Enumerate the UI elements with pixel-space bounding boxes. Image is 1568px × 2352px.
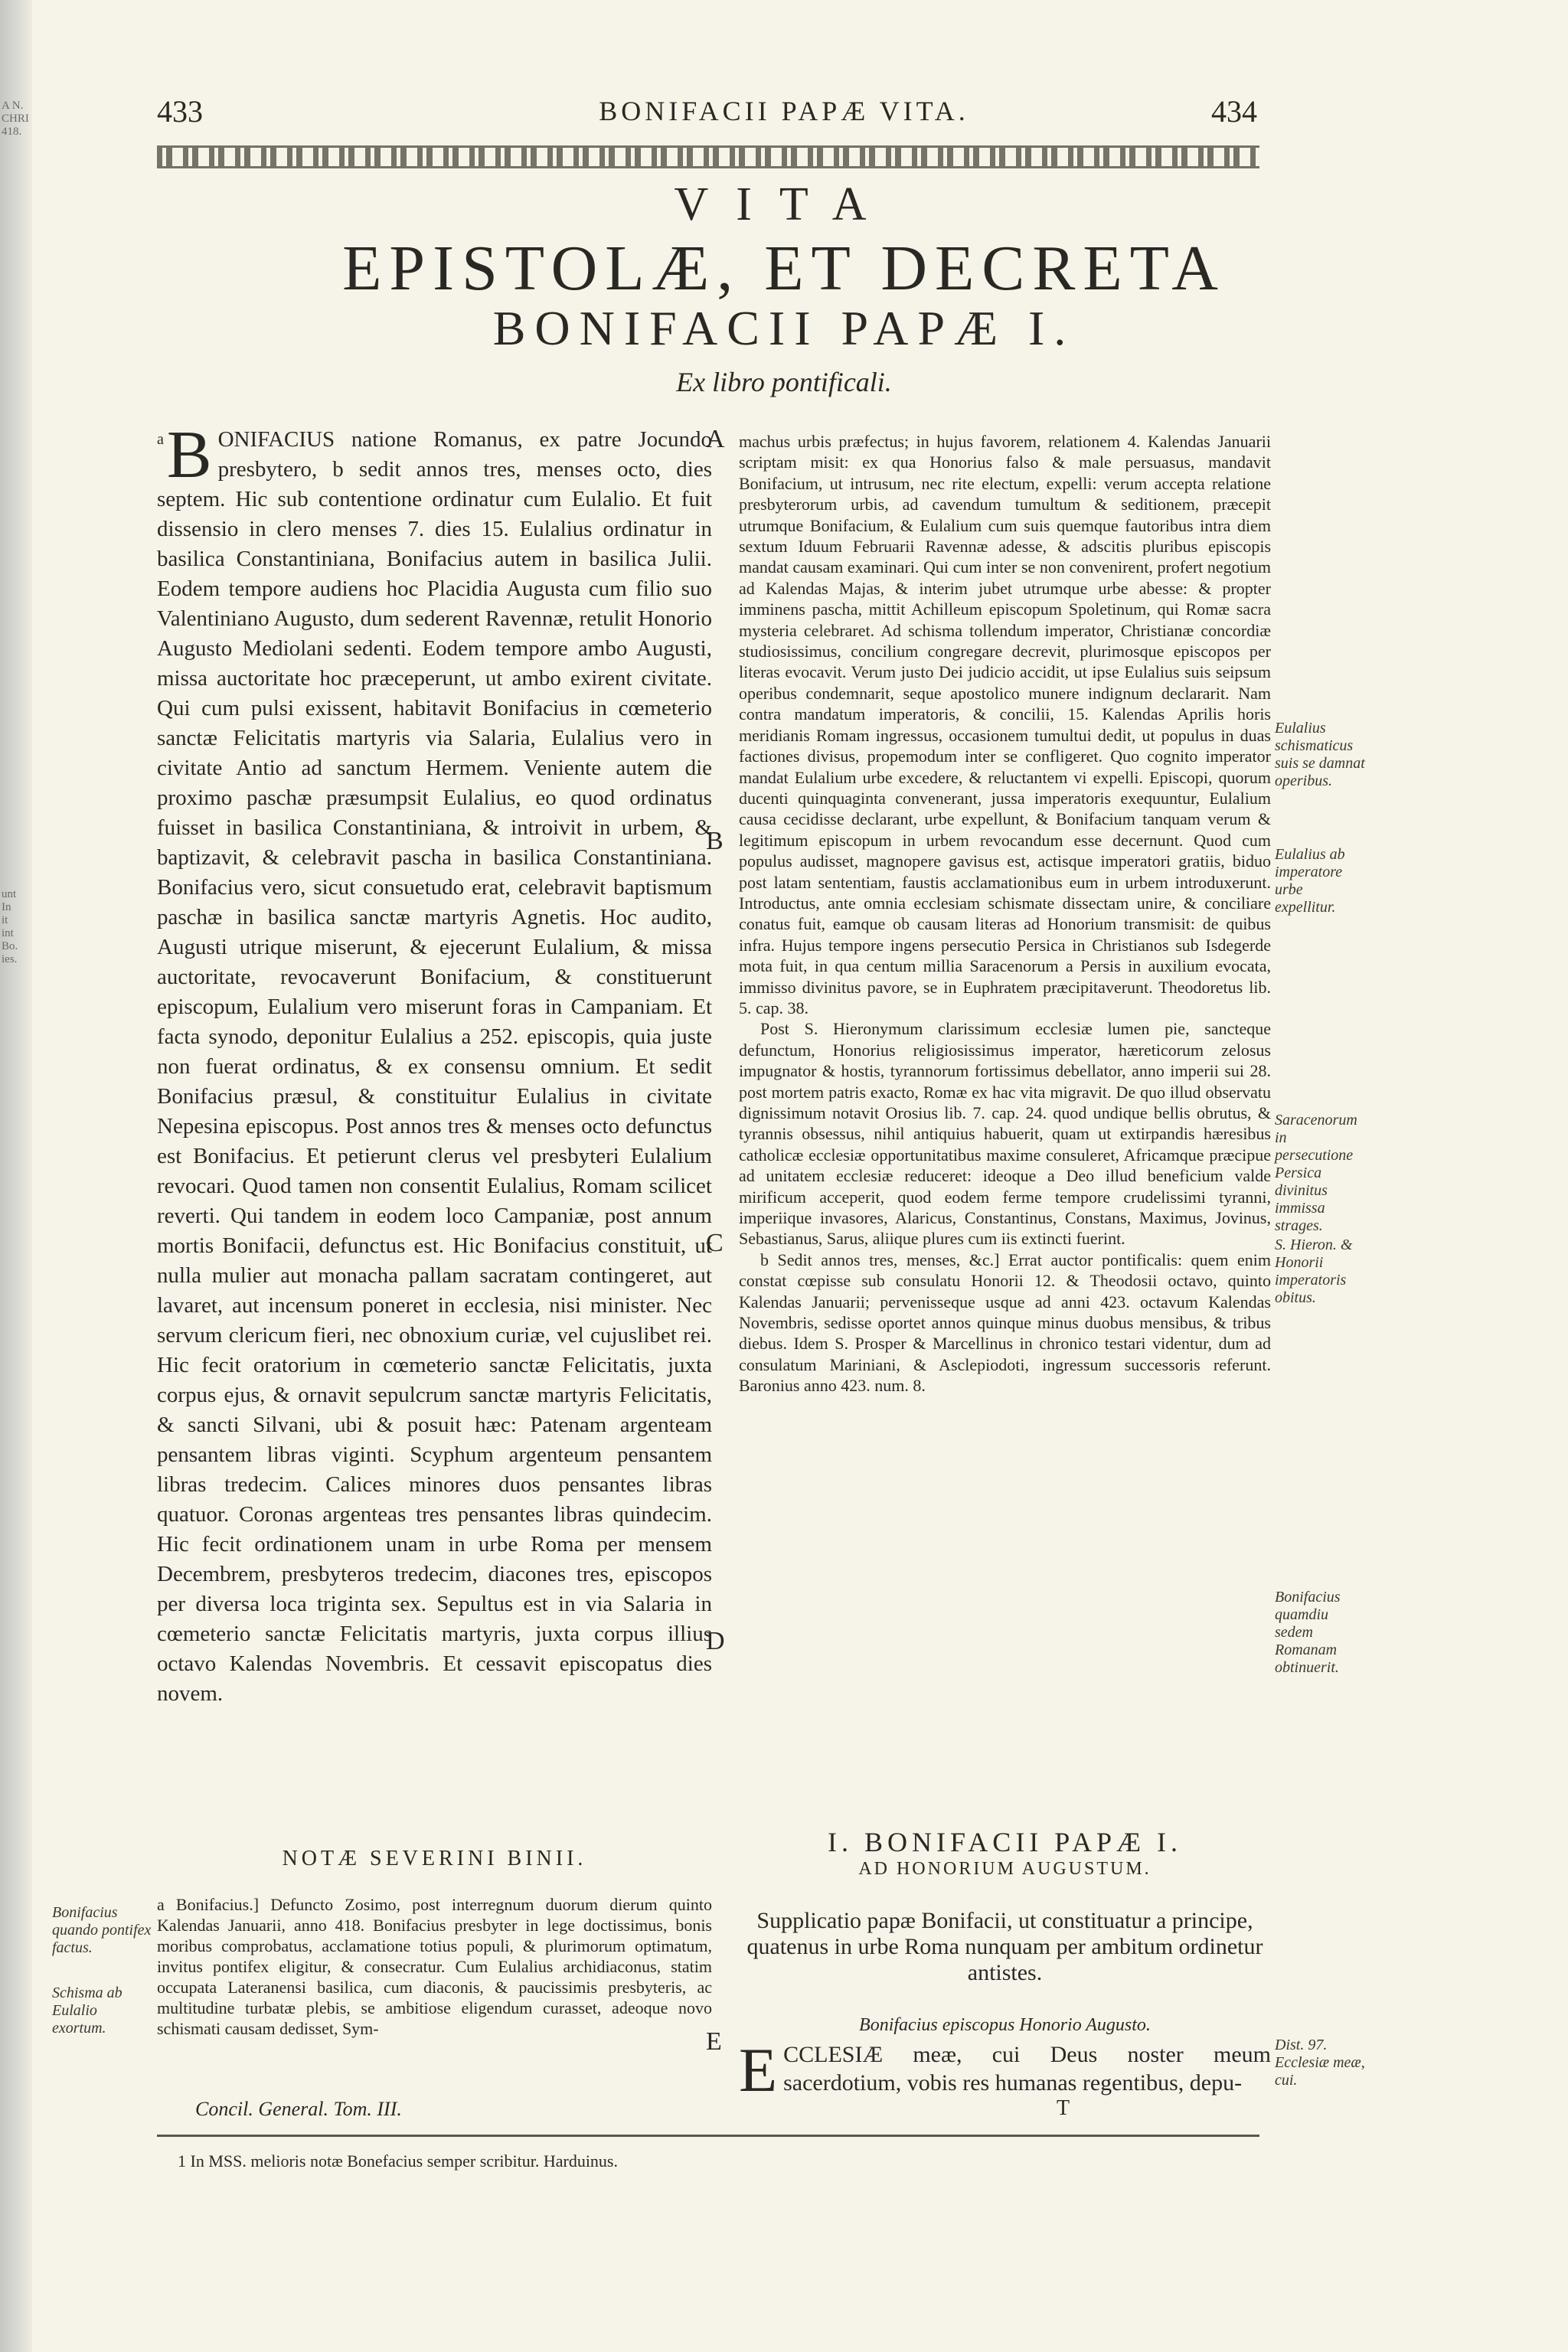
note-a: a Bonifacius.] Defuncto Zosimo, post interregnum duorum dierum quinto Kalendas Januarii, anno 418. Bonifacius presbyter in lege doctissimus, bonis moribus comprobatus, acclamatione totius populi, & plurimorum optimatum, invitus pontifex eligitur, & consecratur. Cum Eulalius archidiaconus, statim occupata Lateranensi basilica, cum diaconis, & paucissimis presbyteris, ac multitudine turbatæ plebis, se ambitiose eligendum curasset, adeoque novo schismati causam dedisset, Sym- bbox=[157, 1895, 712, 2038]
gutter-line: int bbox=[2, 927, 14, 939]
drop-cap-e: E bbox=[739, 2035, 778, 2105]
notes-left bbox=[157, 1894, 712, 2039]
margin-note-dist: Dist. 97. Ecclesiæ meæ, cui. bbox=[1275, 2037, 1365, 2089]
section-letter-c: C bbox=[706, 1229, 724, 1257]
signature-mark: T bbox=[1057, 2096, 1070, 2120]
title-bonifacii: BONIFACII PAPÆ I. bbox=[492, 301, 1076, 355]
gutter-line: Bo. bbox=[2, 940, 18, 952]
page-number-left: 433 bbox=[157, 94, 203, 129]
gutter-line: CHRI bbox=[2, 113, 29, 125]
gutter-line: it bbox=[2, 914, 8, 926]
section-letter-a: A bbox=[706, 425, 725, 453]
running-title: BONIFACII PAPÆ VITA. bbox=[599, 96, 969, 126]
page-number-right: 434 bbox=[1211, 94, 1257, 129]
margin-note-pontifex: Bonifacius quando pontifex factus. bbox=[52, 1904, 152, 1956]
vita-body: ONIFACIUS natione Romanus, ex patre Jocundo presbytero, b sedit annos tres, menses octo, dies septem. Hic sub contentione ordinatur cum Eulalio. Et fuit dissensio in clero menses 7. dies 15. Eulalius ordinatur in basilica Constantiniana, Bonifacius autem in basilica Julii. Eodem tempore audiens hoc Placidia Augusta cum filio suo Valentiniano Augusto, dum sederent Ravennæ, retulit Honorio Augusto Mediolani sedenti. Eodem tempore ambo Augusti, missa auctoritate hoc præceperunt, ut ambo exirent civitate. Qui cum pulsi exissent, habitavit Bonifacius in cœmeterio sanctæ Felicitatis martyris via Salaria, Eulalius vero in civitate Antio ad sanctum Hermem. Veniente autem die proximo paschæ præsumpsit Eulalius, eo quod ordinatus fuisset in basilica Constantiniana, & introivit in urbem, & baptizavit, & celebravit pascha in basilica Constantiniana. Bonifacius vero, sicut consuetudo erat, celebravit baptismum paschæ in basilica sanctæ martyris Agnetis. Hoc audito, Augusti utrique miserunt, & ejecerunt Eulalium, & missa auctoritate, revocaverunt Bonifacium, & constituerunt episcopum, Eulalium vero miserunt foras in Campaniam. Et facta synodo, deponitur Eulalius a 252. episcopis, quia juste non fuerat ordinatus, & ex consensu omnium. Et sedit Bonifacius præsul, & constituitur Eulalius in civitate Nepesina episcopus. Post annos tres & menses octo defunctus est Bonifacius. Et petierunt clerus vel presbyteri Eulalium revocari. Quod tamen non consentit Eulalius, Romam scilicet reverti. Qui tandem in eodem loco Campaniæ, post annum mortis Bonifacii, defunctus est. Hic Bonifacius constituit, ut nulla mulier aut monacha pallam sacratam contingeret, aut lavaret, aut incensum poneret in ecclesia, nisi minister. Nec servum clericum fieri, nec obnoxium curiæ, vel cujuslibet rei. Hic fecit oratorium in cœmeterio sanctæ Felicitatis, juxta corpus ejus, & ornavit sepulcrum sanctæ martyris Felicitatis, & sancti Silvani, ubi & posuit hæc: Patenam argenteam pensantem libras viginti. Scyphum argenteum pensantem libras tredecim. Calices minores duos pensantes libras quatuor. Coronas argenteas tres pensantes libras quindecim. Hic fecit ordinationem unam in urbe Roma per mensem Decembrem, presbyteros tredecim, diacones tres, episcopos per diversa loca triginta sex. Sepultus est in via Salaria in cœmeterio sanctæ Felicitatis martyris, juxta corpus illius octavo Kalendas Novembris. Et cessavit episcopatus dies novem. bbox=[157, 427, 712, 1706]
epistle-subtitle: AD HONORIUM AUGUSTUM. bbox=[858, 1859, 1152, 1879]
margin-note-quamdiu: Bonifacius quamdiu sedem Romanam obtinuerit. bbox=[1275, 1589, 1341, 1676]
note-right-b: Post S. Hieronymum clarissimum ecclesiæ lumen pie, sancteque defunctum, Honorius religiosissimus imperator, hæreticorum zelosus impugnator & hostis, tyrannorum fortissimus debellator, anno imperii sui 28. post mortem patris exacto, Romæ ex hac vita migravit. De quo illud observatu dignissimum notavit Orosius lib. 7. cap. 24. quod undique bellis obrutus, & tyrannis obsessus, nihil antiquius habuerit, quam ut extirpandis hæresibus catholicæ ecclesiæ opportunitatibus maxime consuleret, Africamque præcipue ad unitatem ecclesiæ reduceret: ideoque a Deo illud beneficium valde mirificum acceperit, quod eodem ferme tempore crudelissimi tyranni, imperiique invasores, Alaricus, Constantinus, Constans, Maximus, Jovinus, Sebastianus, Sarus, aliique plures cum iis extincti fuerint. bbox=[739, 1019, 1271, 1249]
footnote: 1 In MSS. melioris notæ Bonefacius semper scribitur. Harduinus. bbox=[178, 2151, 618, 2171]
title-vita: VITA bbox=[674, 178, 894, 230]
margin-note-hieronymus: S. Hieron. & Honorii imperatoris obitus. bbox=[1275, 1236, 1353, 1306]
margin-note-schisma: Schisma ab Eulalio exortum. bbox=[52, 1984, 122, 2037]
drop-cap-b: B bbox=[166, 418, 212, 492]
epistle-title: I. BONIFACII PAPÆ I. bbox=[827, 1827, 1183, 1857]
section-letter-d: D bbox=[706, 1627, 725, 1655]
notes-right bbox=[739, 431, 1271, 1396]
epistle-supplicatio: Supplicatio papæ Bonifacii, ut constituatur a principe, quatenus in urbe Roma nunquam per ambitum ordinetur antistes. bbox=[746, 1908, 1263, 1985]
epistle-text bbox=[739, 2035, 1271, 2105]
ornamental-border bbox=[157, 145, 1259, 168]
note-right-c: b Sedit annos tres, menses, &c.] Errat auctor pontificalis: quem enim constat cœpisse sub consulatu Honorii 12. & Theodosii octavo, quinto Kalendas Januarii; pervenisseque usque ad anni 423. octavum Kalendas Novembris, sedisse oportet annos quinque minus duobus mensibus, & tribus diebus. Idem S. Prosper & Marcellinus in chronico testari videntur, dum ad consulatum Mariniani, & Asclepiodoti, ingressum successoris referunt. Baronius anno 423. num. 8. bbox=[739, 1250, 1271, 1396]
title-source: Ex libro pontificali. bbox=[676, 367, 892, 397]
section-letter-e: E bbox=[706, 2027, 722, 2056]
section-letter-b: B bbox=[706, 827, 724, 855]
epistle-body: CCLESIÆ meæ, cui Deus noster meum sacerdotium, vobis res humanas regentibus, depu- bbox=[783, 2042, 1271, 2096]
note-right-a: machus urbis præfectus; in hujus favorem, relationem 4. Kalendas Januarii scriptam misit: ex qua Honorius falso & male persuasus, mandavit Bonifacium, ut intrusum, nec rite electum, expelli: verum accepta relatione presbyterorum urbis, ad cavendum tumultum & seditionem, præcepit utrumque Bonifacium, & Eulalium cum suis quemque fautoribus intra diem sextum Iduum Februarii Ravennæ adesse, & adscitis pluribus episcopis mandat causam examinari. Qui cum inter se non convenirent, profert negotium ad Kalendas Majas, & interim jubet utrumque urbe abesse: & propter imminens pascha, mittit Achilleum episcopum Spoletinum, qui Romæ sacra mysteria celebraret. Ad schisma tollendum imperator, Christianæ concordiæ studiosissimus, concilium congregare decrevit, plurimosque episcopos per literas evocavit. Verum justo Dei judicio accidit, ut ipse Eulalius suis seipsum operibus condemnarit, seque apostolico munere indignum declararit. Nam contra mandatum imperatoris, & concilii, 15. Kalendas Aprilis horis meridianis Romam ingressus, occasionem tumultui dedit, ut populus in duas factiones divisus, propemodum inter se confligeret. Quo cognito imperator mandat Eulalium urbe excedere, & reluctantem vi expelli. Episcopi, quorum ducenti quinquaginta convenerant, jussa imperatoris exequuntur, Eulalium causa cecidisse declarant, urbe expellunt, & Bonifacium tanquam verum & legitimum episcopum in urbem revocandum esse decernunt. Quod cum populus audisset, magnopere gavisus est, actisque imperatori gratiis, biduo post latam sententiam, faustis acclamationibus eum in urbem introduxerunt. Introductus, ante omnia ecclesiam schismate dissectam unire, & conciliare conatus fuit, eamque ob causam literas ad Honorium transmisit: de quibus infra. Hujus tempore ingens persecutio Persica in Christianos sub Isdegerde mota fuit, in qua centum millia Saracenorum a Persis in auxilium evocata, immisso divinitus pavore, se in Euphratem præcipitaverunt. Theodoretus lib. 5. cap. 38. bbox=[739, 432, 1271, 1018]
margin-note-saraceni: Saracenorum in persecutione Persica divinitus immissa strages. bbox=[1275, 1112, 1357, 1234]
epistle-address: Bonifacius episcopus Honorio Augusto. bbox=[859, 2015, 1151, 2035]
footer-rule bbox=[157, 2135, 1259, 2137]
footnote-mark: a bbox=[157, 431, 164, 448]
signature-line: Concil. General. Tom. III. bbox=[195, 2098, 402, 2120]
margin-note-eulalius-damnat: Eulalius schismaticus suis se damnat operibus. bbox=[1275, 720, 1365, 789]
gutter-text-mid bbox=[2, 888, 18, 966]
notes-heading: NOTÆ SEVERINI BINII. bbox=[282, 1847, 587, 1870]
margin-note-eulalius-expellitur: Eulalius ab imperatore urbe expellitur. bbox=[1275, 846, 1345, 916]
gutter-line: A N. bbox=[2, 100, 24, 112]
gutter-line: ies. bbox=[2, 953, 18, 965]
gutter-line: unt bbox=[2, 888, 17, 900]
vita-text bbox=[157, 418, 712, 1709]
gutter-line: 418. bbox=[2, 126, 22, 138]
gutter-line: In bbox=[2, 901, 11, 913]
title-epistolae: EPISTOLÆ, ET DECRETA bbox=[342, 233, 1226, 304]
